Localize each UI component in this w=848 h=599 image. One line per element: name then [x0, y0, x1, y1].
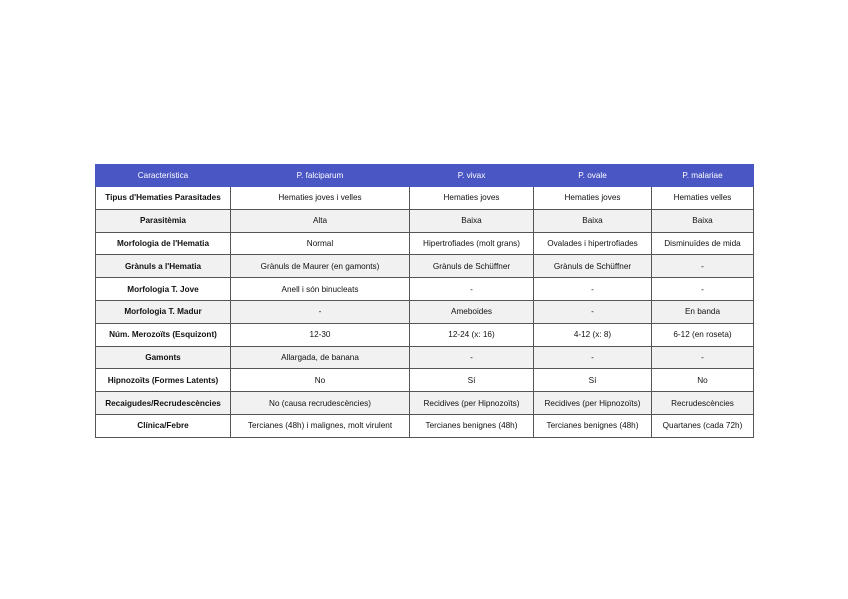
- table-cell: -: [652, 346, 754, 369]
- table-cell: Tercianes benignes (48h): [410, 414, 534, 437]
- row-label: Clínica/Febre: [96, 414, 231, 437]
- table-cell: -: [410, 346, 534, 369]
- table-cell: Hematies joves i velles: [231, 187, 410, 210]
- table-cell: 12-30: [231, 323, 410, 346]
- table-cell: Grànuls de Maurer (en gamonts): [231, 255, 410, 278]
- table-cell: -: [231, 300, 410, 323]
- table-row: [96, 300, 754, 323]
- row-label: Morfologia T. Madur: [96, 300, 231, 323]
- row-label: Tipus d'Hematies Parasitades: [96, 187, 231, 210]
- row-label: Grànuls a l'Hematia: [96, 255, 231, 278]
- table-cell: Sí: [410, 369, 534, 392]
- table-cell: Hematies joves: [534, 187, 652, 210]
- table-row: [96, 392, 754, 415]
- table-cell: Baixa: [410, 209, 534, 232]
- row-label: Parasitèmia: [96, 209, 231, 232]
- table-cell: Tercianes (48h) i malignes, molt virulent: [231, 414, 410, 437]
- table-cell: Grànuls de Schüffner: [410, 255, 534, 278]
- header-cell-p-falciparum: P. falciparum: [231, 165, 410, 187]
- table-cell: Hematies joves: [410, 187, 534, 210]
- table-cell: Ameboides: [410, 300, 534, 323]
- table-cell: En banda: [652, 300, 754, 323]
- table-row: [96, 209, 754, 232]
- row-label: Recaigudes/Recrudescències: [96, 392, 231, 415]
- header-cell-characteristic: Característica: [96, 165, 231, 187]
- table-cell: 12-24 (x: 16): [410, 323, 534, 346]
- table-cell: Disminuïdes de mida: [652, 232, 754, 255]
- row-label: Morfologia de l'Hematia: [96, 232, 231, 255]
- table-cell: No (causa recrudescències): [231, 392, 410, 415]
- table-cell: Normal: [231, 232, 410, 255]
- table-row: [96, 323, 754, 346]
- table-cell: Ovalades i hipertrofiades: [534, 232, 652, 255]
- table-cell: Quartanes (cada 72h): [652, 414, 754, 437]
- table-row: [96, 414, 754, 437]
- table-cell: Recrudescències: [652, 392, 754, 415]
- table-row: [96, 187, 754, 210]
- table-cell: Alta: [231, 209, 410, 232]
- table-cell: -: [534, 300, 652, 323]
- table-cell: -: [410, 278, 534, 301]
- table-row: [96, 255, 754, 278]
- table-cell: -: [534, 346, 652, 369]
- table-cell: -: [652, 255, 754, 278]
- table-row: [96, 278, 754, 301]
- row-label: Gamonts: [96, 346, 231, 369]
- plasmodium-comparison-table: [95, 164, 754, 438]
- header-row: [96, 165, 754, 187]
- table-cell: Anell i són binucleats: [231, 278, 410, 301]
- table-cell: Recidives (per Hipnozoïts): [410, 392, 534, 415]
- table-cell: Recidives (per Hipnozoïts): [534, 392, 652, 415]
- table-cell: Baixa: [652, 209, 754, 232]
- row-label: Morfologia T. Jove: [96, 278, 231, 301]
- table-cell: Hematies velles: [652, 187, 754, 210]
- table-row: [96, 346, 754, 369]
- header-cell-p-vivax: P. vivax: [410, 165, 534, 187]
- table-cell: Sí: [534, 369, 652, 392]
- table-cell: 4-12 (x: 8): [534, 323, 652, 346]
- header-cell-p-ovale: P. ovale: [534, 165, 652, 187]
- table-cell: No: [231, 369, 410, 392]
- table-row: [96, 369, 754, 392]
- table-cell: 6-12 (en roseta): [652, 323, 754, 346]
- row-label: Hipnozoïts (Formes Latents): [96, 369, 231, 392]
- table-cell: Tercianes benignes (48h): [534, 414, 652, 437]
- table-cell: -: [534, 278, 652, 301]
- row-label: Núm. Merozoïts (Esquizont): [96, 323, 231, 346]
- table-cell: Baixa: [534, 209, 652, 232]
- table-cell: Allargada, de banana: [231, 346, 410, 369]
- table-cell: Hipertrofiades (molt grans): [410, 232, 534, 255]
- table-cell: Grànuls de Schüffner: [534, 255, 652, 278]
- table-cell: -: [652, 278, 754, 301]
- header-cell-p-malariae: P. malariae: [652, 165, 754, 187]
- table-cell: No: [652, 369, 754, 392]
- table-row: [96, 232, 754, 255]
